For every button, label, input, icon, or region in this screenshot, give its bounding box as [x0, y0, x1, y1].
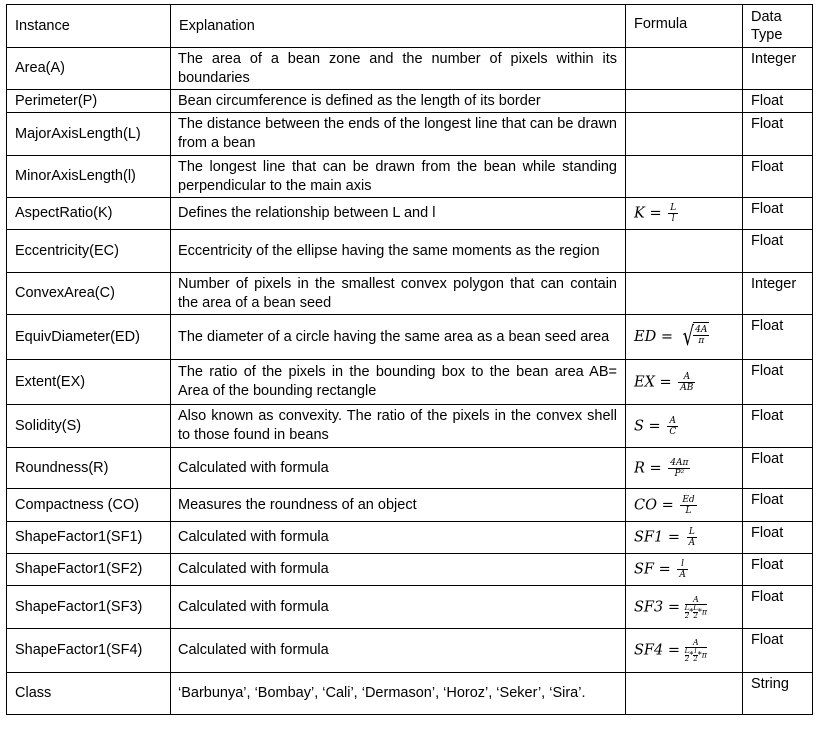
cell-formula — [626, 448, 743, 489]
cell-type: Float — [743, 90, 813, 113]
fraction-denominator: AB — [680, 382, 694, 393]
cell-type: Float — [743, 198, 813, 230]
cell-instance: Class — [7, 673, 171, 715]
fraction-numerator: 4A — [695, 325, 708, 335]
fraction — [687, 527, 698, 548]
fraction-denominator: P² — [674, 468, 685, 479]
formula-lhs: SF4 = — [634, 642, 680, 659]
cell-type: Float — [743, 156, 813, 198]
cell-explanation: Defines the relationship between L and l — [171, 198, 626, 230]
fraction-denominator: l — [671, 214, 675, 224]
cell-formula — [626, 48, 743, 90]
table-row — [7, 629, 813, 673]
cell-formula — [626, 522, 743, 554]
header-instance: Instance — [7, 5, 171, 48]
sub-denominator: 2 — [684, 655, 690, 663]
fraction — [685, 638, 707, 663]
fraction — [685, 595, 708, 620]
cell-explanation: Bean circumference is defined as the length of its border — [171, 90, 626, 113]
formula-lhs: ED = — [634, 329, 673, 345]
cell-instance: ShapeFactor1(SF2) — [7, 554, 171, 586]
cell-instance: ConvexArea(C) — [7, 273, 171, 315]
cell-explanation: Calculated with formula — [171, 554, 626, 586]
formula-lhs: S = — [634, 418, 661, 434]
cell-instance: AspectRatio(K) — [7, 198, 171, 230]
cell-type: String — [743, 673, 813, 715]
cell-explanation: The ratio of the pixels in the bounding box to the bean area AB= Area of the bounding rectangle — [171, 360, 626, 405]
cell-instance: Roundness(R) — [7, 448, 171, 489]
fraction-denominator: A — [679, 570, 686, 580]
cell-formula — [626, 315, 743, 360]
cell-formula — [626, 405, 743, 448]
cell-type: Float — [743, 405, 813, 448]
operator-pi: *π — [697, 650, 707, 660]
fraction-numerator: 4Aπ — [670, 457, 689, 468]
table-row — [7, 554, 813, 586]
cell-formula — [626, 489, 743, 522]
fraction-numerator: A — [678, 372, 695, 383]
fraction-numerator: Ed — [682, 494, 695, 505]
cell-formula — [626, 273, 743, 315]
cell-instance: Compactness (CO) — [7, 489, 171, 522]
table-row — [7, 360, 813, 405]
cell-formula — [626, 360, 743, 405]
sub-denominator: 2 — [693, 611, 698, 620]
cell-type: Float — [743, 554, 813, 586]
cell-instance: MajorAxisLength(L) — [7, 113, 171, 156]
sub-numerator: l — [694, 647, 697, 655]
cell-instance: Area(A) — [7, 48, 171, 90]
cell-type: Float — [743, 489, 813, 522]
cell-explanation: Measures the roundness of an object — [171, 489, 626, 522]
header-data-type: Data Type — [743, 5, 813, 48]
cell-formula — [626, 113, 743, 156]
cell-formula — [626, 554, 743, 586]
cell-type: Float — [743, 230, 813, 273]
table-row — [7, 113, 813, 156]
fraction-numerator: L — [670, 203, 677, 213]
table-row — [7, 522, 813, 554]
cell-explanation: Calculated with formula — [171, 586, 626, 629]
cell-formula — [626, 230, 743, 273]
cell-explanation: Number of pixels in the smallest convex polygon that can contain the area of a bean seed — [171, 273, 626, 315]
cell-instance: ShapeFactor1(SF3) — [7, 586, 171, 629]
fraction — [668, 458, 690, 479]
cell-explanation: The distance between the ends of the longest line that can be drawn from a bean — [171, 113, 626, 156]
cell-type: Integer — [743, 48, 813, 90]
header-explanation: Explanation — [171, 5, 626, 48]
cell-instance: EquivDiameter(ED) — [7, 315, 171, 360]
fraction — [693, 325, 709, 346]
fraction-denominator: π — [698, 336, 705, 346]
table-row — [7, 156, 813, 198]
sub-denominator: 2 — [693, 655, 698, 663]
cell-instance: Solidity(S) — [7, 405, 171, 448]
fraction-denominator — [685, 648, 707, 663]
table-row — [7, 489, 813, 522]
header-row — [7, 5, 813, 48]
sub-numerator: L — [693, 603, 698, 612]
operator-pi: *π — [697, 607, 708, 616]
formula-lhs: EX = — [634, 374, 672, 390]
cell-explanation: Calculated with formula — [171, 448, 626, 489]
features-table — [6, 4, 813, 715]
cell-instance: Extent(EX) — [7, 360, 171, 405]
fraction — [678, 372, 695, 393]
cell-instance: Perimeter(P) — [7, 90, 171, 113]
formula-lhs: SF = — [634, 561, 671, 578]
table-row — [7, 586, 813, 629]
fraction-numerator: L — [687, 527, 698, 538]
cell-type: Float — [743, 360, 813, 405]
table-row — [7, 448, 813, 489]
cell-explanation: The longest line that can be drawn from the bean while standing perpendicular to the main axis — [171, 156, 626, 198]
cell-formula — [626, 198, 743, 230]
square-root — [680, 322, 710, 352]
cell-instance: Eccentricity(EC) — [7, 230, 171, 273]
cell-type: Float — [743, 448, 813, 489]
fraction-denominator: C — [669, 426, 677, 437]
fraction — [667, 416, 678, 437]
fraction-denominator: L — [685, 505, 692, 516]
cell-explanation: Eccentricity of the ellipse having the same moments as the region — [171, 230, 626, 273]
fraction — [668, 203, 678, 224]
cell-explanation: The area of a bean zone and the number of pixels within its boundaries — [171, 48, 626, 90]
formula-lhs: K = — [634, 205, 662, 222]
table-row — [7, 405, 813, 448]
cell-type: Float — [743, 315, 813, 360]
sub-numerator: L — [684, 647, 690, 655]
sub-numerator: L — [684, 603, 690, 612]
fraction-numerator: A — [667, 416, 678, 427]
table-row — [7, 273, 813, 315]
fraction — [677, 559, 688, 580]
cell-instance: ShapeFactor1(SF4) — [7, 629, 171, 673]
fraction-numerator: l — [677, 559, 688, 570]
formula-lhs: SF3 = — [634, 599, 680, 615]
cell-type: Integer — [743, 273, 813, 315]
header-formula: Formula — [626, 5, 743, 48]
table-row — [7, 198, 813, 230]
fraction-denominator: A — [688, 538, 696, 548]
table-row — [7, 48, 813, 90]
cell-explanation: Calculated with formula — [171, 522, 626, 554]
fraction-numerator: A — [685, 595, 708, 605]
formula-lhs: SF1 = — [634, 529, 680, 546]
cell-formula — [626, 586, 743, 629]
radical-sign-icon: √ — [682, 322, 694, 352]
cell-formula — [626, 90, 743, 113]
fraction — [680, 495, 696, 516]
formula-lhs: R = — [634, 460, 662, 476]
cell-explanation: ‘Barbunya’, ‘Bombay’, ‘Cali’, ‘Dermason’, ‘Horoz’, ‘Seker’, ‘Sira’. — [171, 673, 626, 715]
sub-denominator: 2 — [684, 611, 690, 620]
cell-instance: MinorAxisLength(l) — [7, 156, 171, 198]
table-row — [7, 315, 813, 360]
fraction-denominator — [685, 605, 708, 620]
cell-explanation: Also known as convexity. The ratio of the pixels in the convex shell to those found in beans — [171, 405, 626, 448]
table-row — [7, 673, 813, 715]
cell-type: Float — [743, 113, 813, 156]
cell-explanation: Calculated with formula — [171, 629, 626, 673]
table-row — [7, 230, 813, 273]
fraction-numerator: A — [685, 638, 707, 648]
cell-formula — [626, 156, 743, 198]
cell-formula — [626, 673, 743, 715]
formula-lhs: CO = — [634, 497, 674, 513]
cell-type: Float — [743, 629, 813, 673]
cell-type: Float — [743, 586, 813, 629]
operator: * — [689, 650, 694, 660]
cell-formula — [626, 629, 743, 673]
cell-instance: ShapeFactor1(SF1) — [7, 522, 171, 554]
operator: * — [689, 607, 694, 616]
cell-explanation: The diameter of a circle having the same area as a bean seed area — [171, 315, 626, 360]
cell-type: Float — [743, 522, 813, 554]
table-row — [7, 90, 813, 113]
